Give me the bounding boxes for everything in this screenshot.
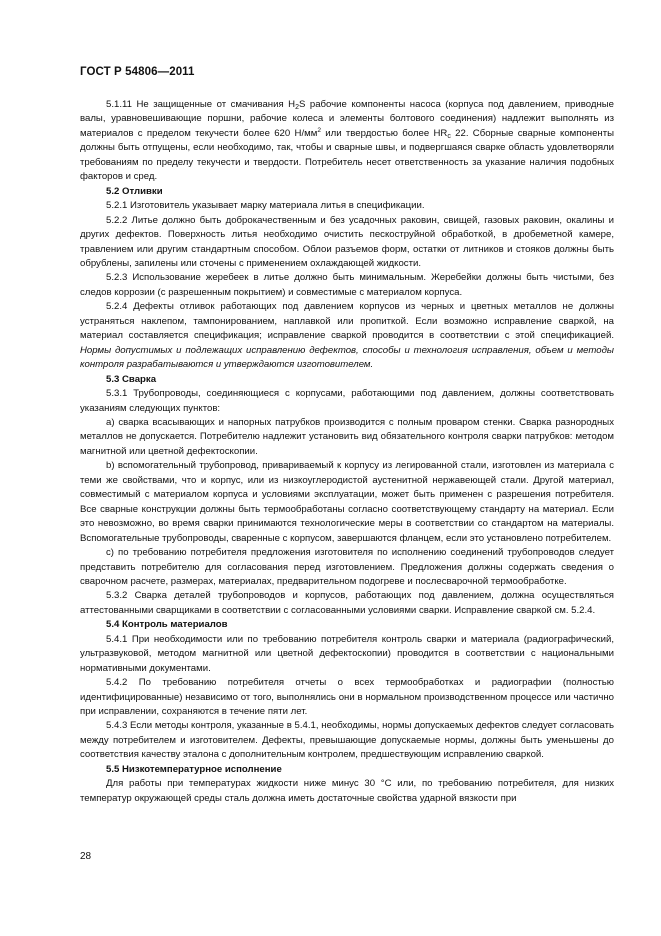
document-header: ГОСТ Р 54806—2011 bbox=[80, 66, 195, 78]
paragraph-5-4-2: 5.4.2 По требованию потребителя отчеты о всех термообработках и радиографии (полностью идентифицированные) независимо от того, выполнялись они в нормальном производственном процессе или частично при исправлении, сохраняются в течение пяти лет. bbox=[80, 677, 614, 718]
section-heading-5-4: 5.4 Контроль материалов bbox=[106, 619, 228, 631]
document-body bbox=[80, 98, 614, 806]
list-item-c: с) по требованию потребителя предложения изготовителя по исполнению соединений трубопроводов следует представить потребителю для согласования перед изготовлением. Предложения должны содержать сведения о сварочном расчете, размерах, материалах, предварительном подогреве и послесварочной термообработке. bbox=[80, 547, 614, 587]
paragraph-5-2-4: 5.2.4 Дефекты отливок работающих под давлением корпусов из черных и цветных металлов не должны устраняться наклепом, тампонированием, наплавкой или пропиткой. Если возможно исправление сваркой, на материал составляется спецификация; исправление сваркой проводится в соответствии с этой спецификацией. Нормы допустимых и подлежащих исправлению дефектов, способы и технология исправления, объем и методы контроля разрабатываются и утверждаются изготовителем. bbox=[80, 301, 614, 371]
paragraph-5-2-1: 5.2.1 Изготовитель указывает марку материала литья в спецификации. bbox=[106, 200, 425, 212]
paragraph-5-2-3: 5.2.3 Использование жеребеек в литье должно быть минимальным. Жеребейки должны быть чистыми, без следов коррозии (с разрешенным покрытием) и совместимые с материалом корпуса. bbox=[80, 272, 614, 298]
page-number: 28 bbox=[80, 851, 92, 862]
paragraph-5-5: Для работы при температурах жидкости ниже минус 30 °С или, по требованию потребителя, для низких температур окружающей среды сталь должна иметь достаточные свойства ударной вязкости при bbox=[80, 778, 614, 804]
paragraph-5-4-3: 5.4.3 Если методы контроля, указанные в 5.4.1, необходимы, нормы допускаемых дефектов следует согласовать между потребителем и изготовителем. Дефекты, превышающие допускаемые нормы, должны быть уменьшены до соответствия качеству эталона с дополнительным контролем, предшествующим исправлению сваркой. bbox=[80, 720, 614, 761]
section-heading-5-5: 5.5 Низкотемпературное исполнение bbox=[106, 763, 282, 775]
paragraph-5-3-1: 5.3.1 Трубопроводы, соединяющиеся с корпусами, работающими под давлением, должны соответствовать указаниям следующих пунктов: bbox=[80, 388, 614, 414]
list-item-a: а) сварка всасывающих и напорных патрубков производится с полным проваром стенки. Сварка разнородных металлов не допускается. Потребителю надлежит установить вид обязательного контроля сварки патрубков: методом магнитной или цветной дефектоскопии. bbox=[80, 416, 614, 457]
section-heading-5-2: 5.2 Отливки bbox=[106, 185, 163, 197]
paragraph-5-2-2: 5.2.2 Литье должно быть доброкачественным и без усадочных раковин, свищей, газовых раковин, окалины и других дефектов. Поверхность литья необходимо очистить пескоструйной обработкой, в дробеметной камере, травлением или другим стандартным способом. Облои разъемов форм, остатки от литников и стояков должны быть обрублены, запилены или сточены с применением охлаждающей жидкости. bbox=[80, 214, 614, 269]
paragraph-5-4-1: 5.4.1 При необходимости или по требованию потребителя контроль сварки и материала (радиографический, ультразвуковой, методом магнитной или цветной дефектоскопии) проводится в соответствии с национальными нормативными документами. bbox=[80, 633, 614, 674]
paragraph-5-3-2: 5.3.2 Сварка деталей трубопроводов и корпусов, работающих под давлением, должна осуществляться аттестованными сварщиками в соответствии с согласованными условиями сварки. Исправление сваркой см. 5.2.4. bbox=[80, 590, 614, 616]
section-heading-5-3: 5.3 Сварка bbox=[106, 373, 157, 385]
list-item-b: b) вспомогательный трубопровод, привариваемый к корпусу из легированной стали, изготовлен из материала с теми же свойствами, что и корпус, или из низкоуглеродистой аустенитной нержавеющей стали. Другой материал, совместимый с материалом корпуса и условиями эксплуатации, может быть применен с разрешения потребителя. Все сварные конструкции должны быть термообработаны согласно соответствующему стандарту на материал. Если это невозможно, во время сварки принимаются технологические меры в соответствии со стандартом на материалы. Вспомогательные трубопроводы, сваренные с корпусом, завершаются фланцем, если это установлено потребителем. bbox=[80, 460, 614, 544]
paragraph-5-1-11: 5.1.11 Не защищенные от смачивания $H_2S$ рабочие компоненты насоса (корпуса под давлением, приводные валы, уравновешивающие поршни, рабочие колеса и элементы болтового соединения) надлежит выполнять из материалов с пределом текучести более 620 $Н/мм^2$ или твердостью более $HR_c$ 22. Сборные сварные компоненты должны быть отпущены, если необходимо, так, чтобы и сварные швы, и подвергшаяся сварке область удовлетворяли требованиям по пределу текучести и твердости. Потребитель несет ответственность за указание наличия подобных факторов и сред. bbox=[80, 99, 614, 183]
